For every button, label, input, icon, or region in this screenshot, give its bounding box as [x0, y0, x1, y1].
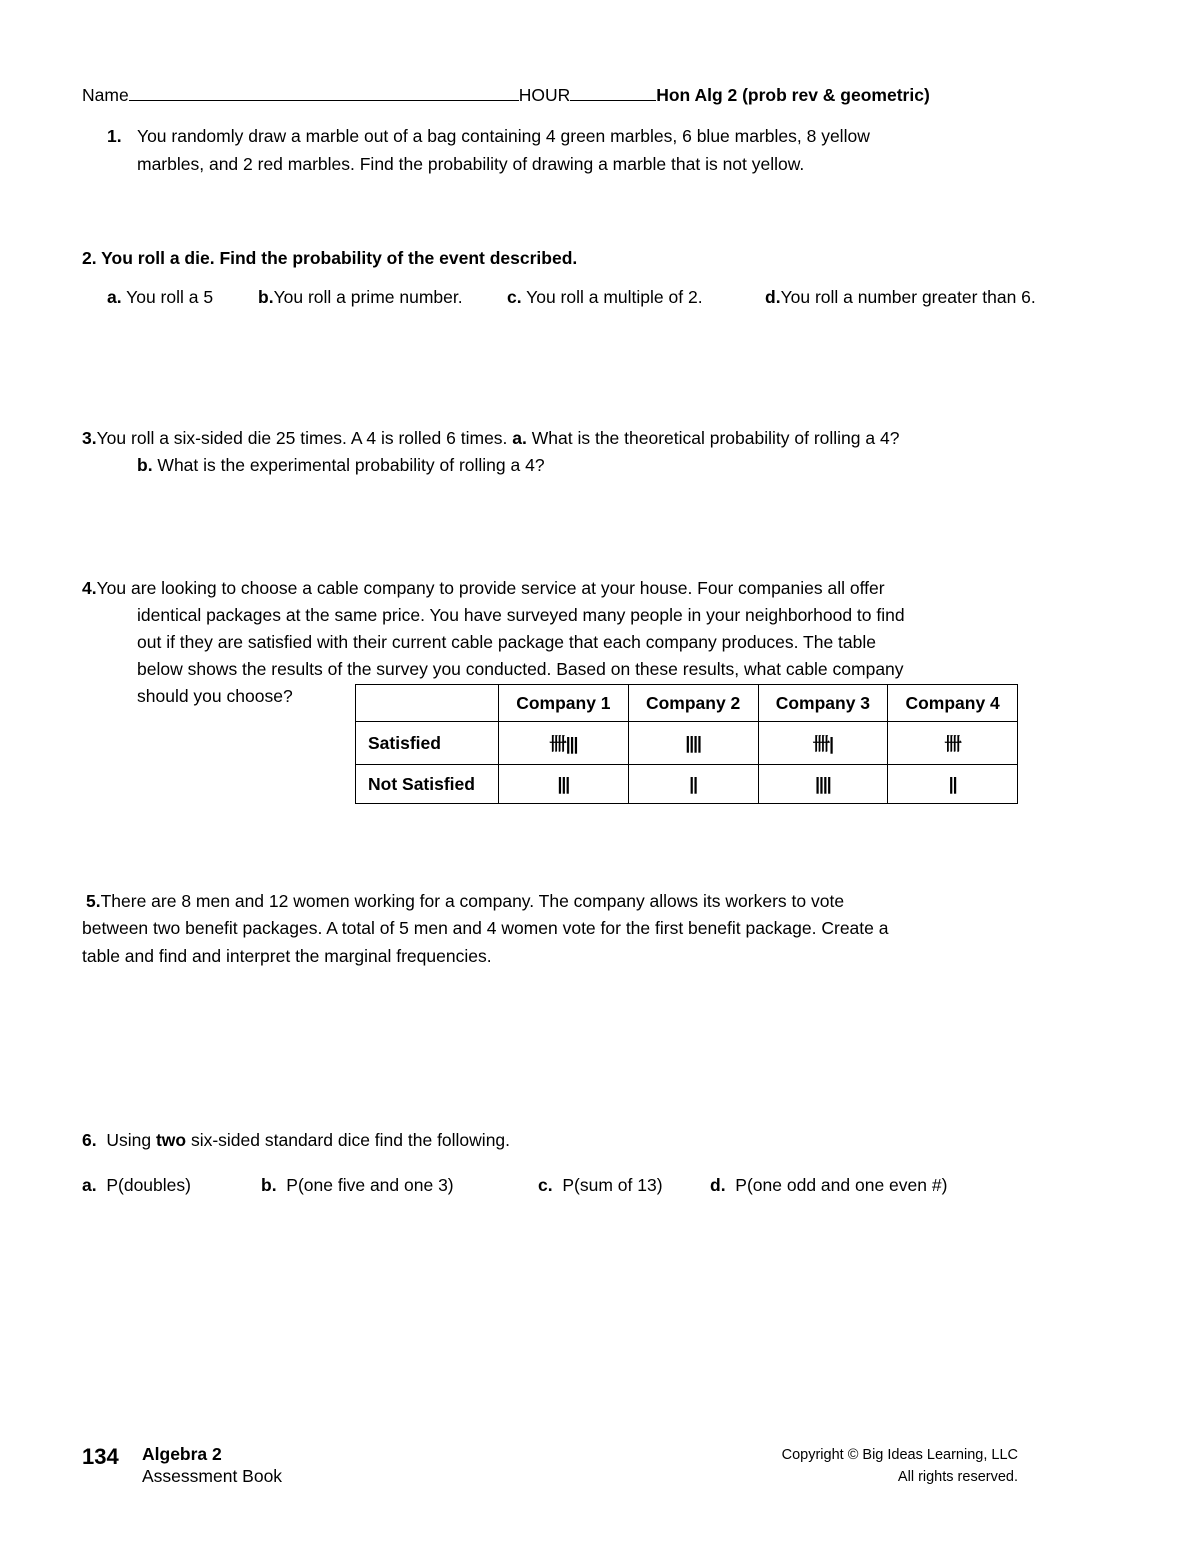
q2-part-d: d.You roll a number greater than 6. — [765, 287, 1036, 307]
q6-part-d: d. P(one odd and one even #) — [710, 1175, 948, 1195]
tally-cell: 卌| — [758, 722, 888, 765]
col-company-2: Company 2 — [628, 685, 758, 722]
q5-line2: between two benefit packages. A total of 5 men and 4 women vote for the first benefit package. Create a — [82, 918, 889, 938]
worksheet-title: Hon Alg 2 (prob rev & geometric) — [656, 85, 930, 105]
tally-cell: || — [628, 765, 758, 804]
hour-blank[interactable] — [570, 84, 656, 101]
name-label: Name — [82, 85, 129, 105]
q2-heading: 2. You roll a die. Find the probability of the event described. — [82, 248, 578, 268]
q2-part-b: b.You roll a prime number. — [258, 287, 463, 307]
q6-part-b: b. P(one five and one 3) — [261, 1175, 454, 1195]
col-company-1: Company 1 — [499, 685, 629, 722]
tally-cell: 卌 — [888, 722, 1018, 765]
q2-part-a: a. You roll a 5 — [107, 287, 214, 307]
q2-part-c: c. You roll a multiple of 2. — [507, 287, 703, 307]
rights-notice: All rights reserved. — [897, 1469, 1018, 1485]
table-corner-cell — [356, 685, 499, 722]
q1-line2: marbles, and 2 red marbles. Find the probability of drawing a marble that is not yellow. — [137, 154, 805, 174]
q3-line1: 3.You roll a six-sided die 25 times. A 4 is rolled 6 times. a. What is the theoretical probability of rolling a 4? — [82, 428, 900, 448]
q4-line3: out if they are satisfied with their current cable package that each company produces. The table — [137, 632, 876, 652]
q4-line2: identical packages at the same price. You have surveyed many people in your neighborhood to find — [137, 605, 905, 625]
tally-cell: |||| — [758, 765, 888, 804]
tally-cell: || — [888, 765, 1018, 804]
row-label-satisfied: Satisfied — [356, 722, 499, 765]
q6-part-a: a. P(doubles) — [82, 1175, 191, 1195]
row-label-not-satisfied: Not Satisfied — [356, 765, 499, 804]
tally-cell: 卌||| — [499, 722, 629, 765]
survey-table — [355, 684, 1018, 804]
q3-line2: b. What is the experimental probability of rolling a 4? — [137, 455, 545, 475]
col-company-3: Company 3 — [758, 685, 888, 722]
table-row — [356, 765, 1018, 804]
name-blank[interactable] — [129, 84, 519, 101]
q5-line3: table and find and interpret the marginal frequencies. — [82, 946, 492, 966]
page-number: 134 — [82, 1444, 119, 1469]
tally-cell: |||| — [628, 722, 758, 765]
q6-part-c: c. P(sum of 13) — [538, 1175, 663, 1195]
worksheet-header — [82, 84, 930, 106]
hour-label: HOUR — [518, 85, 571, 105]
q4-line4: below shows the results of the survey you conducted. Based on these results, what cable company — [137, 659, 904, 679]
table-header-row — [356, 685, 1018, 722]
q6-intro: 6. Using two six-sided standard dice find the following. — [82, 1130, 511, 1150]
q1-line1: You randomly draw a marble out of a bag containing 4 green marbles, 6 blue marbles, 8 yellow — [137, 126, 870, 146]
tally-cell: ||| — [499, 765, 629, 804]
q5-line1: 5.There are 8 men and 12 women working for a company. The company allows its workers to vote — [86, 891, 845, 911]
col-company-4: Company 4 — [888, 685, 1018, 722]
q4-line1: 4.You are looking to choose a cable company to provide service at your house. Four companies all offer — [82, 578, 885, 598]
copyright-notice: Copyright © Big Ideas Learning, LLC — [781, 1447, 1018, 1463]
book-subtitle: Assessment Book — [142, 1466, 283, 1486]
book-title: Algebra 2 — [142, 1444, 222, 1464]
q4-line5: should you choose? — [137, 686, 293, 706]
q1-number: 1. — [107, 126, 122, 146]
table-row — [356, 722, 1018, 765]
